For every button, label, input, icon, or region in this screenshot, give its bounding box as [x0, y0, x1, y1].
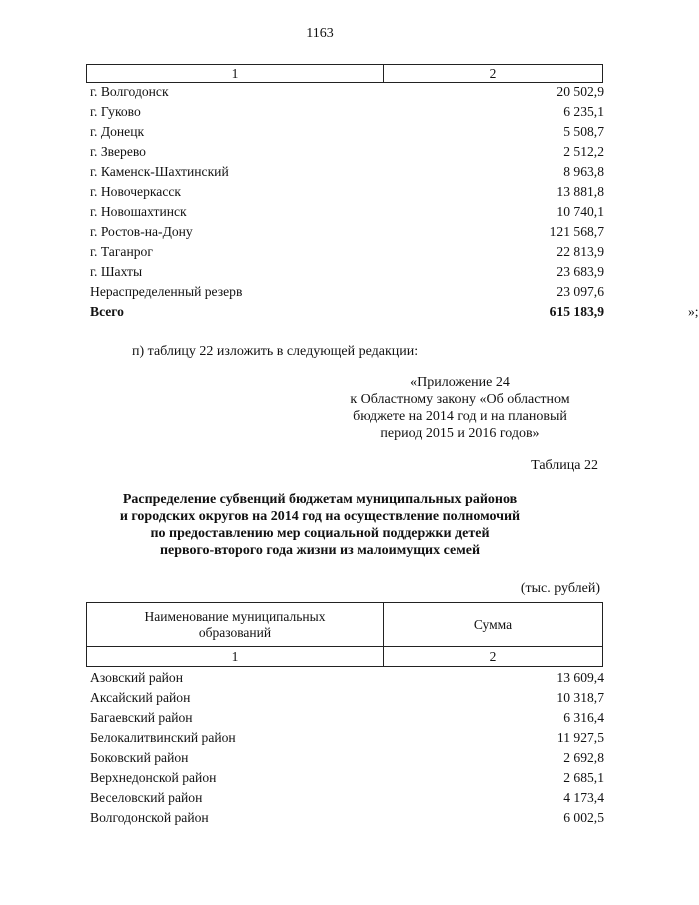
row-value: 10 740,1 [556, 204, 604, 219]
table-row [90, 262, 604, 282]
row-name: Аксайский район [90, 690, 191, 705]
row-value: 23 097,6 [556, 284, 604, 299]
appendix-line: к Областному закону «Об областном [350, 392, 570, 407]
row-name: г. Волгодонск [90, 84, 169, 99]
table-row [90, 162, 604, 182]
table22-rows [90, 668, 604, 828]
appendix-line: «Приложение 24 [410, 375, 510, 390]
row-name: г. Донецк [90, 124, 145, 139]
row-name: Нераспределенный резерв [90, 284, 243, 299]
table-row [90, 82, 604, 102]
row-name: Волгодонской район [90, 810, 209, 825]
table-row [90, 668, 604, 688]
row-name: г. Новошахтинск [90, 204, 187, 219]
col-header-2: 2 [384, 65, 603, 83]
table-row [90, 808, 604, 828]
row-name: г. Новочеркасск [90, 184, 181, 199]
row-value: 13 609,4 [556, 670, 604, 685]
col-number-2: 2 [384, 647, 603, 667]
row-value: 23 683,9 [556, 264, 604, 279]
page-number: 1163 [306, 26, 334, 41]
continued-table-rows [90, 82, 699, 322]
header-name-cell [87, 603, 384, 647]
row-value: 5 508,7 [563, 124, 604, 139]
title-line: по предоставлению мер социальной поддержки детей [150, 526, 490, 541]
row-name: г. Ростов-на-Дону [90, 224, 193, 239]
closing-quote: »; [688, 304, 699, 319]
header-name-line: образований [198, 624, 272, 640]
row-name: г. Гуково [90, 104, 141, 119]
table-row [90, 102, 604, 122]
row-value: 10 318,7 [556, 690, 604, 705]
row-name: г. Каменск-Шахтинский [90, 164, 229, 179]
table-row [90, 222, 604, 242]
row-value: 6 316,4 [563, 710, 604, 725]
row-name: Веселовский район [90, 790, 203, 805]
table-row [90, 202, 604, 222]
row-name: г. Шахты [90, 264, 143, 279]
row-name: Белокалитвинский район [90, 730, 236, 745]
table-row [90, 708, 604, 728]
table-row [90, 748, 604, 768]
row-name: Боковский район [90, 750, 189, 765]
row-value: 13 881,8 [556, 184, 604, 199]
table-row [90, 688, 604, 708]
col-number-1: 1 [87, 647, 384, 667]
row-value: 4 173,4 [563, 790, 604, 805]
table-row [90, 182, 604, 202]
total-row [90, 302, 699, 322]
table-row [90, 122, 604, 142]
table-label: Таблица 22 [531, 458, 598, 473]
instruction-paragraph: п) таблицу 22 изложить в следующей редакции: [132, 344, 419, 359]
table-row [90, 768, 604, 788]
row-value: 2 692,8 [563, 750, 604, 765]
appendix-line: бюджете на 2014 год и на плановый [353, 409, 567, 424]
table-row [90, 142, 604, 162]
table-row [90, 242, 604, 262]
row-value: 2 685,1 [563, 770, 604, 785]
row-value: 20 502,9 [556, 84, 604, 99]
row-value: 2 512,2 [563, 144, 604, 159]
row-value: 8 963,8 [563, 164, 604, 179]
row-name: г. Зверево [90, 144, 146, 159]
header-name-line: Наименование муниципальных [144, 608, 326, 624]
units-label: (тыс. рублей) [520, 581, 600, 596]
row-name: Азовский район [90, 670, 184, 685]
appendix-reference [310, 374, 610, 442]
row-value: 6 002,5 [563, 810, 604, 825]
row-value: 6 235,1 [563, 104, 604, 119]
row-value: 11 927,5 [556, 730, 604, 745]
total-label: Всего [90, 304, 124, 319]
table-title [80, 491, 560, 559]
table-row [90, 282, 604, 302]
header-sum-cell: Сумма [384, 603, 603, 647]
continued-table-header [86, 64, 603, 83]
col-header-1: 1 [87, 65, 384, 83]
table22-header [86, 602, 603, 667]
row-value: 22 813,9 [556, 244, 604, 259]
row-name: г. Таганрог [90, 244, 153, 259]
title-line: первого-второго года жизни из малоимущих семей [159, 543, 481, 558]
row-name: Багаевский район [90, 710, 193, 725]
total-value: 615 183,9 [549, 304, 604, 319]
row-name: Верхнедонской район [90, 770, 217, 785]
table-row [90, 728, 604, 748]
row-value: 121 568,7 [549, 224, 604, 239]
title-line: и городских округов на 2014 год на осуществление полномочий [119, 509, 521, 524]
appendix-line: период 2015 и 2016 годов» [380, 426, 540, 441]
table-row [90, 788, 604, 808]
title-line: Распределение субвенций бюджетам муниципальных районов [122, 492, 518, 507]
